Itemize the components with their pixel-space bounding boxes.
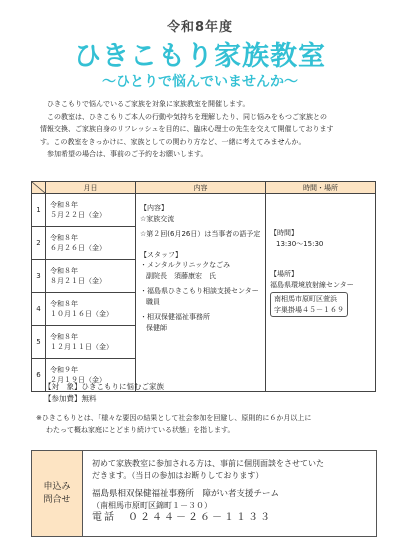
target-audience: 【対 象】ひきこもりに悩むご家族: [44, 382, 164, 391]
session-date: [46, 227, 136, 260]
table-row: [32, 194, 376, 227]
contact-label-line: 問合せ: [43, 494, 71, 505]
staff-line: ・福島県ひきこもり相談支援センター: [140, 287, 259, 295]
definition-note: [36, 412, 376, 436]
place-heading: 【場所】: [270, 270, 298, 278]
contact-text: だきます。（当日の参加はお断りしております）: [92, 471, 264, 480]
place-value: 福島県環境放射線センター: [270, 280, 354, 289]
diagonal-line-icon: [32, 182, 45, 193]
session-era: 令和８年: [50, 300, 78, 308]
intro-line: 参加希望の場合は、事前のご予約をお願いします。: [47, 150, 208, 159]
content-line: ☆第２回(6月26日）は当事者の語予定: [140, 230, 261, 238]
session-day: ８月２１日（金）: [50, 277, 106, 285]
session-era: 令和８年: [50, 201, 78, 209]
session-number: 6: [32, 359, 46, 392]
header-date: 月日: [46, 182, 136, 194]
session-number: 4: [32, 293, 46, 326]
staff-line: ・相双保健福祉事務所: [140, 313, 210, 321]
content-line: ☆家族交流: [140, 214, 175, 223]
intro-line: ひきこもりで悩んでいるご家族を対象に家族教室を開催します。: [47, 100, 250, 108]
contact-body: [92, 458, 372, 524]
session-date: [46, 326, 136, 359]
intro-line: この教室は、ひきこもりご本人の行動や気持ちを理解したり、同じ悩みをもつご家族との: [47, 112, 327, 121]
contact-phone: 電話 ０２４４－２６－１１３３: [92, 512, 272, 523]
session-day: ２月１９日（金）: [50, 376, 106, 384]
participation-fee: 【参加費】無料: [44, 394, 97, 403]
session-number: 3: [32, 260, 46, 293]
page-title: ひきこもり家族教室: [74, 41, 326, 72]
session-date: [46, 260, 136, 293]
contact-label: [32, 451, 83, 536]
intro-text: [40, 98, 372, 161]
contact-box: [31, 450, 377, 537]
intro-line: す。この教室をきっかけに、家族としての関わり方など、一緒に考えてみませんか。: [40, 137, 306, 146]
header-content: 内容: [136, 182, 266, 194]
note-line: わたって概ね家庭にとどまり続けている状態」を指します。: [46, 426, 235, 434]
session-date: [46, 194, 136, 227]
session-number: 5: [32, 326, 46, 359]
content-cell: [136, 194, 266, 392]
contact-text: 初めて家族教室に参加される方は、事前に個別面談をさせていた: [92, 459, 324, 468]
contact-org: 福島県相双保健福祉事務所 障がい者支援チーム: [92, 489, 280, 499]
intro-line: 情報交換、ご家族自身のリフレッシュを目的に、臨床心理士の先生を交えて開催しております: [40, 125, 334, 134]
address-box: [270, 292, 348, 317]
session-era: 令和８年: [50, 333, 78, 341]
corner-cell: [32, 182, 46, 194]
contact-address: （南相馬市原町区錦町１－３０）: [92, 501, 212, 510]
page-subtitle: ～ひとりで悩んでいませんか～: [102, 74, 298, 90]
time-value: 13:30～15:30: [276, 239, 324, 248]
fiscal-year: 令和8年度: [166, 20, 234, 35]
schedule-table: [31, 181, 376, 392]
session-day: ５月２２日（金）: [50, 211, 106, 219]
schedule-header-row: [32, 182, 376, 194]
address-line: 字巣掛場４５－１６９: [274, 305, 344, 314]
address-line: 南相馬市原町区萱浜: [274, 295, 337, 303]
content-heading: 【内容】: [140, 204, 168, 212]
session-era: 令和９年: [50, 366, 78, 374]
time-heading: 【時間】: [270, 229, 298, 237]
session-number: 2: [32, 227, 46, 260]
session-day: ６月２６日（金）: [50, 244, 106, 252]
session-day: １２月１１日（金）: [50, 343, 113, 351]
contact-label-line: 申込み: [43, 481, 71, 492]
staff-line: 保健師: [146, 323, 167, 332]
staff-line: 副院長 須藤康宏 氏: [146, 271, 216, 280]
session-day: １０月１６日（金）: [50, 310, 113, 318]
session-date: [46, 293, 136, 326]
session-era: 令和８年: [50, 234, 78, 242]
timeplace-cell: [266, 194, 376, 392]
staff-line: ・メンタルクリニックなごみ: [140, 261, 231, 269]
session-number: 1: [32, 194, 46, 227]
session-era: 令和８年: [50, 267, 78, 275]
header-timeplace: 時間・場所: [266, 182, 376, 194]
target-info: [44, 381, 164, 405]
staff-line: 職員: [146, 297, 160, 306]
note-line: ※ひきこもりとは、「様々な要因の結果として社会参加を回避し、原則的に６か月以上に: [36, 414, 312, 422]
staff-heading: 【スタッフ】: [140, 250, 182, 259]
